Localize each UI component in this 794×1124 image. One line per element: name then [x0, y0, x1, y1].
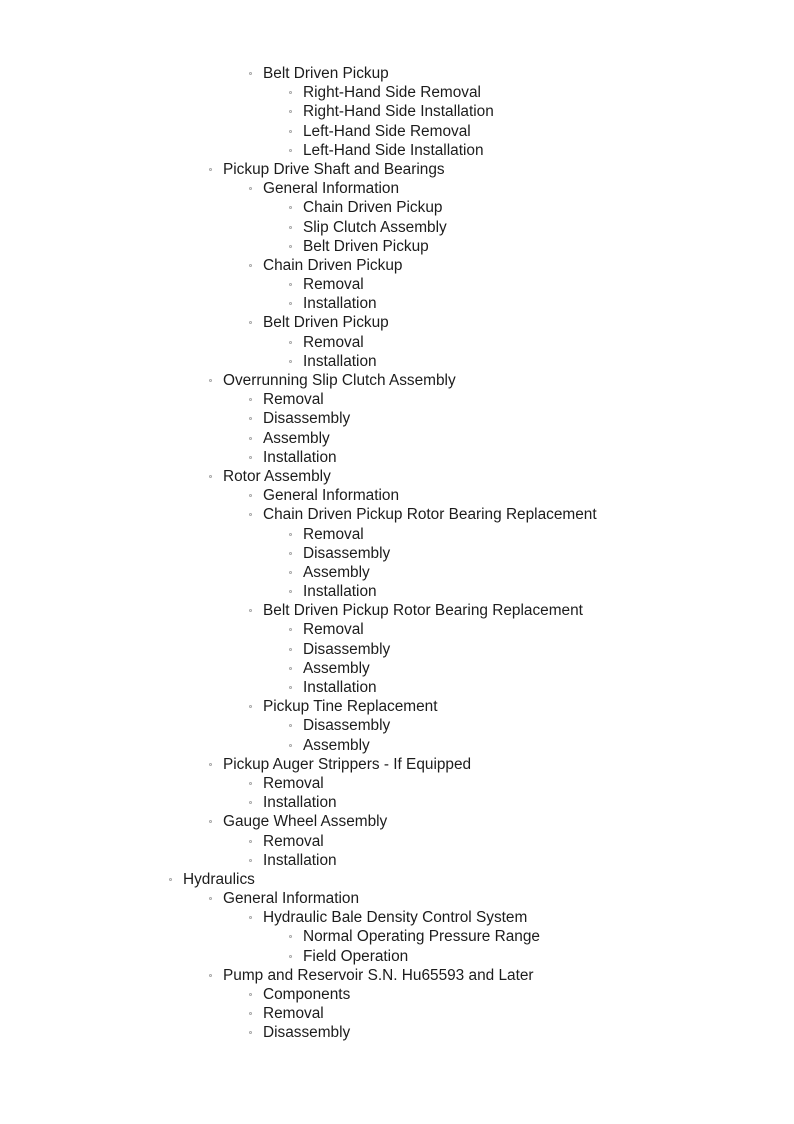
toc-entry[interactable]	[0, 352, 794, 371]
toc-entry[interactable]	[0, 812, 794, 831]
toc-entry[interactable]	[0, 640, 794, 659]
toc-entry[interactable]	[0, 601, 794, 620]
bullet-icon	[289, 667, 292, 670]
toc-entry-label[interactable]: Assembly	[303, 563, 370, 581]
bullet-icon	[249, 840, 252, 843]
bullet-icon	[249, 513, 252, 516]
bullet-icon	[209, 974, 212, 977]
bullet-icon	[249, 859, 252, 862]
bullet-icon	[289, 628, 292, 631]
bullet-icon	[249, 993, 252, 996]
toc-entry-label[interactable]: Right-Hand Side Installation	[303, 103, 494, 121]
toc-entry[interactable]	[0, 697, 794, 716]
bullet-icon	[249, 494, 252, 497]
toc-entry-label[interactable]: Installation	[303, 679, 377, 696]
toc-entry-label[interactable]: Installation	[263, 794, 337, 812]
bullet-icon	[289, 226, 292, 229]
toc-entry[interactable]	[0, 237, 794, 256]
toc-entry-label[interactable]: Removal	[263, 774, 324, 792]
bullet-icon	[249, 321, 252, 324]
bullet-icon	[289, 149, 292, 152]
toc-entry-label[interactable]: Assembly	[303, 659, 370, 677]
toc-entry-label[interactable]: Assembly	[263, 429, 330, 447]
bullet-icon	[289, 341, 292, 344]
bullet-icon	[249, 398, 252, 401]
toc-entry-label[interactable]: Overrunning Slip Clutch Assembly	[223, 372, 456, 389]
toc-entry-label[interactable]: Removal	[303, 333, 364, 351]
toc-entry[interactable]	[0, 198, 794, 217]
toc-entry-label[interactable]: Hydraulic Bale Density Control System	[263, 909, 528, 927]
bullet-icon	[289, 724, 292, 727]
bullet-icon	[249, 782, 252, 785]
toc-entry[interactable]	[0, 908, 794, 927]
toc-entry-label[interactable]: Installation	[263, 448, 337, 466]
toc-entry[interactable]	[0, 947, 794, 966]
toc-entry[interactable]	[0, 870, 794, 889]
toc-entry-label[interactable]: Removal	[263, 832, 324, 850]
toc-entry-label[interactable]: Disassembly	[303, 544, 391, 562]
toc-entry[interactable]	[0, 275, 794, 294]
toc-entry-label[interactable]: Components	[263, 986, 351, 1003]
bullet-icon	[289, 302, 292, 305]
toc-entry-label[interactable]: Assembly	[303, 736, 370, 754]
bullet-icon	[289, 552, 292, 555]
toc-entry-label[interactable]: General Information	[223, 890, 360, 908]
toc-entry-label[interactable]: Removal	[303, 621, 364, 639]
toc-entry[interactable]	[0, 1004, 794, 1023]
bullet-icon	[249, 456, 252, 459]
toc-entry[interactable]	[0, 793, 794, 812]
toc-entry[interactable]	[0, 429, 794, 448]
bullet-icon	[249, 72, 252, 75]
bullet-icon	[249, 437, 252, 440]
bullet-icon	[209, 763, 212, 766]
toc-entry[interactable]	[0, 83, 794, 102]
toc-entry[interactable]	[0, 467, 794, 486]
bullet-icon	[249, 609, 252, 612]
toc-entry[interactable]	[0, 889, 794, 908]
toc-entry-label[interactable]: Hydraulics	[183, 870, 255, 888]
toc-entry-label[interactable]: Normal Operating Pressure Range	[303, 928, 540, 946]
toc-entry-label[interactable]: Disassembly	[263, 410, 351, 428]
toc-entry[interactable]	[0, 678, 794, 697]
toc-entry[interactable]	[0, 851, 794, 870]
toc-entry-label[interactable]: Gauge Wheel Assembly	[223, 813, 388, 831]
toc-entry-label[interactable]: Removal	[303, 276, 364, 294]
toc-entry-label[interactable]: Removal	[303, 525, 364, 543]
toc-entry-label[interactable]: Belt Driven Pickup	[303, 237, 429, 255]
bullet-icon	[289, 130, 292, 133]
toc-entry-label[interactable]: Right-Hand Side Removal	[303, 84, 481, 102]
toc-entry-label[interactable]: General Information	[263, 180, 400, 198]
toc-entry[interactable]	[0, 716, 794, 735]
toc-entry[interactable]	[0, 563, 794, 582]
toc-entry-label[interactable]: Field Operation	[303, 947, 409, 965]
toc-entry[interactable]	[0, 966, 794, 985]
toc-entry-label[interactable]: Pickup Tine Replacement	[263, 698, 438, 716]
bullet-icon	[249, 187, 252, 190]
toc-entry[interactable]	[0, 64, 794, 83]
toc-entry[interactable]	[0, 927, 794, 946]
toc-entry-label[interactable]: Removal	[263, 391, 324, 409]
bullet-icon	[209, 820, 212, 823]
bullet-icon	[289, 590, 292, 593]
bullet-icon	[289, 110, 292, 113]
bullet-icon	[289, 360, 292, 363]
toc-entry[interactable]	[0, 409, 794, 428]
toc-entry[interactable]	[0, 832, 794, 851]
bullet-icon	[289, 283, 292, 286]
toc-entry[interactable]	[0, 659, 794, 678]
toc-entry-label[interactable]: Pickup Auger Strippers - If Equipped	[223, 755, 472, 773]
bullet-icon	[249, 1031, 252, 1034]
toc-entry-label[interactable]: Pickup Drive Shaft and Bearings	[223, 160, 445, 178]
toc-entry[interactable]	[0, 294, 794, 313]
toc-entry[interactable]	[0, 1023, 794, 1042]
bullet-icon	[209, 168, 212, 171]
toc-entry-label[interactable]: Left-Hand Side Removal	[303, 122, 471, 140]
bullet-icon	[209, 475, 212, 478]
bullet-icon	[289, 206, 292, 209]
toc-entry-label[interactable]: Installation	[303, 295, 377, 313]
toc-entry[interactable]	[0, 486, 794, 505]
toc-entry-label[interactable]: Left-Hand Side Installation	[303, 141, 484, 159]
toc-entry-label[interactable]: Belt Driven Pickup	[263, 314, 389, 332]
toc-entry[interactable]	[0, 620, 794, 639]
bullet-icon	[289, 648, 292, 651]
bullet-icon	[249, 264, 252, 267]
toc-entry[interactable]	[0, 448, 794, 467]
toc-entry-label[interactable]: Installation	[303, 352, 377, 370]
toc-entry[interactable]	[0, 160, 794, 179]
toc-entry[interactable]	[0, 256, 794, 275]
bullet-icon	[249, 417, 252, 420]
bullet-icon	[249, 916, 252, 919]
toc-entry-label[interactable]: Pump and Reservoir S.N. Hu65593 and Later	[223, 966, 534, 984]
toc-entry[interactable]	[0, 736, 794, 755]
bullet-icon	[289, 91, 292, 94]
toc-entry-label[interactable]: Chain Driven Pickup	[263, 256, 403, 274]
toc-entry[interactable]	[0, 122, 794, 141]
toc-entry-label[interactable]: Disassembly	[303, 717, 391, 735]
toc-entry[interactable]	[0, 390, 794, 409]
toc-entry-label[interactable]: Removal	[263, 1005, 324, 1023]
toc-entry[interactable]	[0, 505, 794, 524]
bullet-icon	[289, 571, 292, 574]
toc-entry-label[interactable]: Installation	[303, 583, 377, 601]
toc-entry[interactable]	[0, 525, 794, 544]
bullet-icon	[289, 686, 292, 689]
toc-entry-label[interactable]: Disassembly	[303, 640, 391, 658]
toc-entry[interactable]	[0, 755, 794, 774]
toc-entry[interactable]	[0, 371, 794, 390]
bullet-icon	[289, 744, 292, 747]
toc-entry-label[interactable]: Rotor Assembly	[223, 467, 331, 485]
bullet-icon	[249, 801, 252, 804]
bullet-icon	[249, 705, 252, 708]
toc-entry-label[interactable]: Disassembly	[263, 1024, 351, 1042]
toc-entry[interactable]	[0, 985, 794, 1004]
bullet-icon	[169, 878, 172, 881]
toc-entry[interactable]	[0, 313, 794, 332]
toc-entry[interactable]	[0, 218, 794, 237]
toc-entry-label[interactable]: Slip Clutch Assembly	[303, 218, 447, 236]
toc-entry-label[interactable]: Chain Driven Pickup Rotor Bearing Replacement	[263, 506, 597, 524]
toc-entry-label[interactable]: Installation	[263, 851, 337, 869]
toc-entry-label[interactable]: General Information	[263, 487, 400, 505]
table-of-contents	[0, 64, 794, 1043]
toc-entry-label[interactable]: Belt Driven Pickup Rotor Bearing Replacement	[263, 602, 583, 620]
toc-entry[interactable]	[0, 774, 794, 793]
bullet-icon	[289, 935, 292, 938]
bullet-icon	[209, 379, 212, 382]
toc-entry[interactable]	[0, 582, 794, 601]
toc-entry[interactable]	[0, 333, 794, 352]
toc-entry-label[interactable]: Belt Driven Pickup	[263, 65, 389, 82]
toc-entry[interactable]	[0, 179, 794, 198]
bullet-icon	[249, 1012, 252, 1015]
toc-entry-label[interactable]: Chain Driven Pickup	[303, 199, 443, 217]
bullet-icon	[289, 245, 292, 248]
toc-entry[interactable]	[0, 544, 794, 563]
bullet-icon	[209, 897, 212, 900]
bullet-icon	[289, 955, 292, 958]
bullet-icon	[289, 533, 292, 536]
toc-entry[interactable]	[0, 141, 794, 160]
toc-entry[interactable]	[0, 102, 794, 121]
